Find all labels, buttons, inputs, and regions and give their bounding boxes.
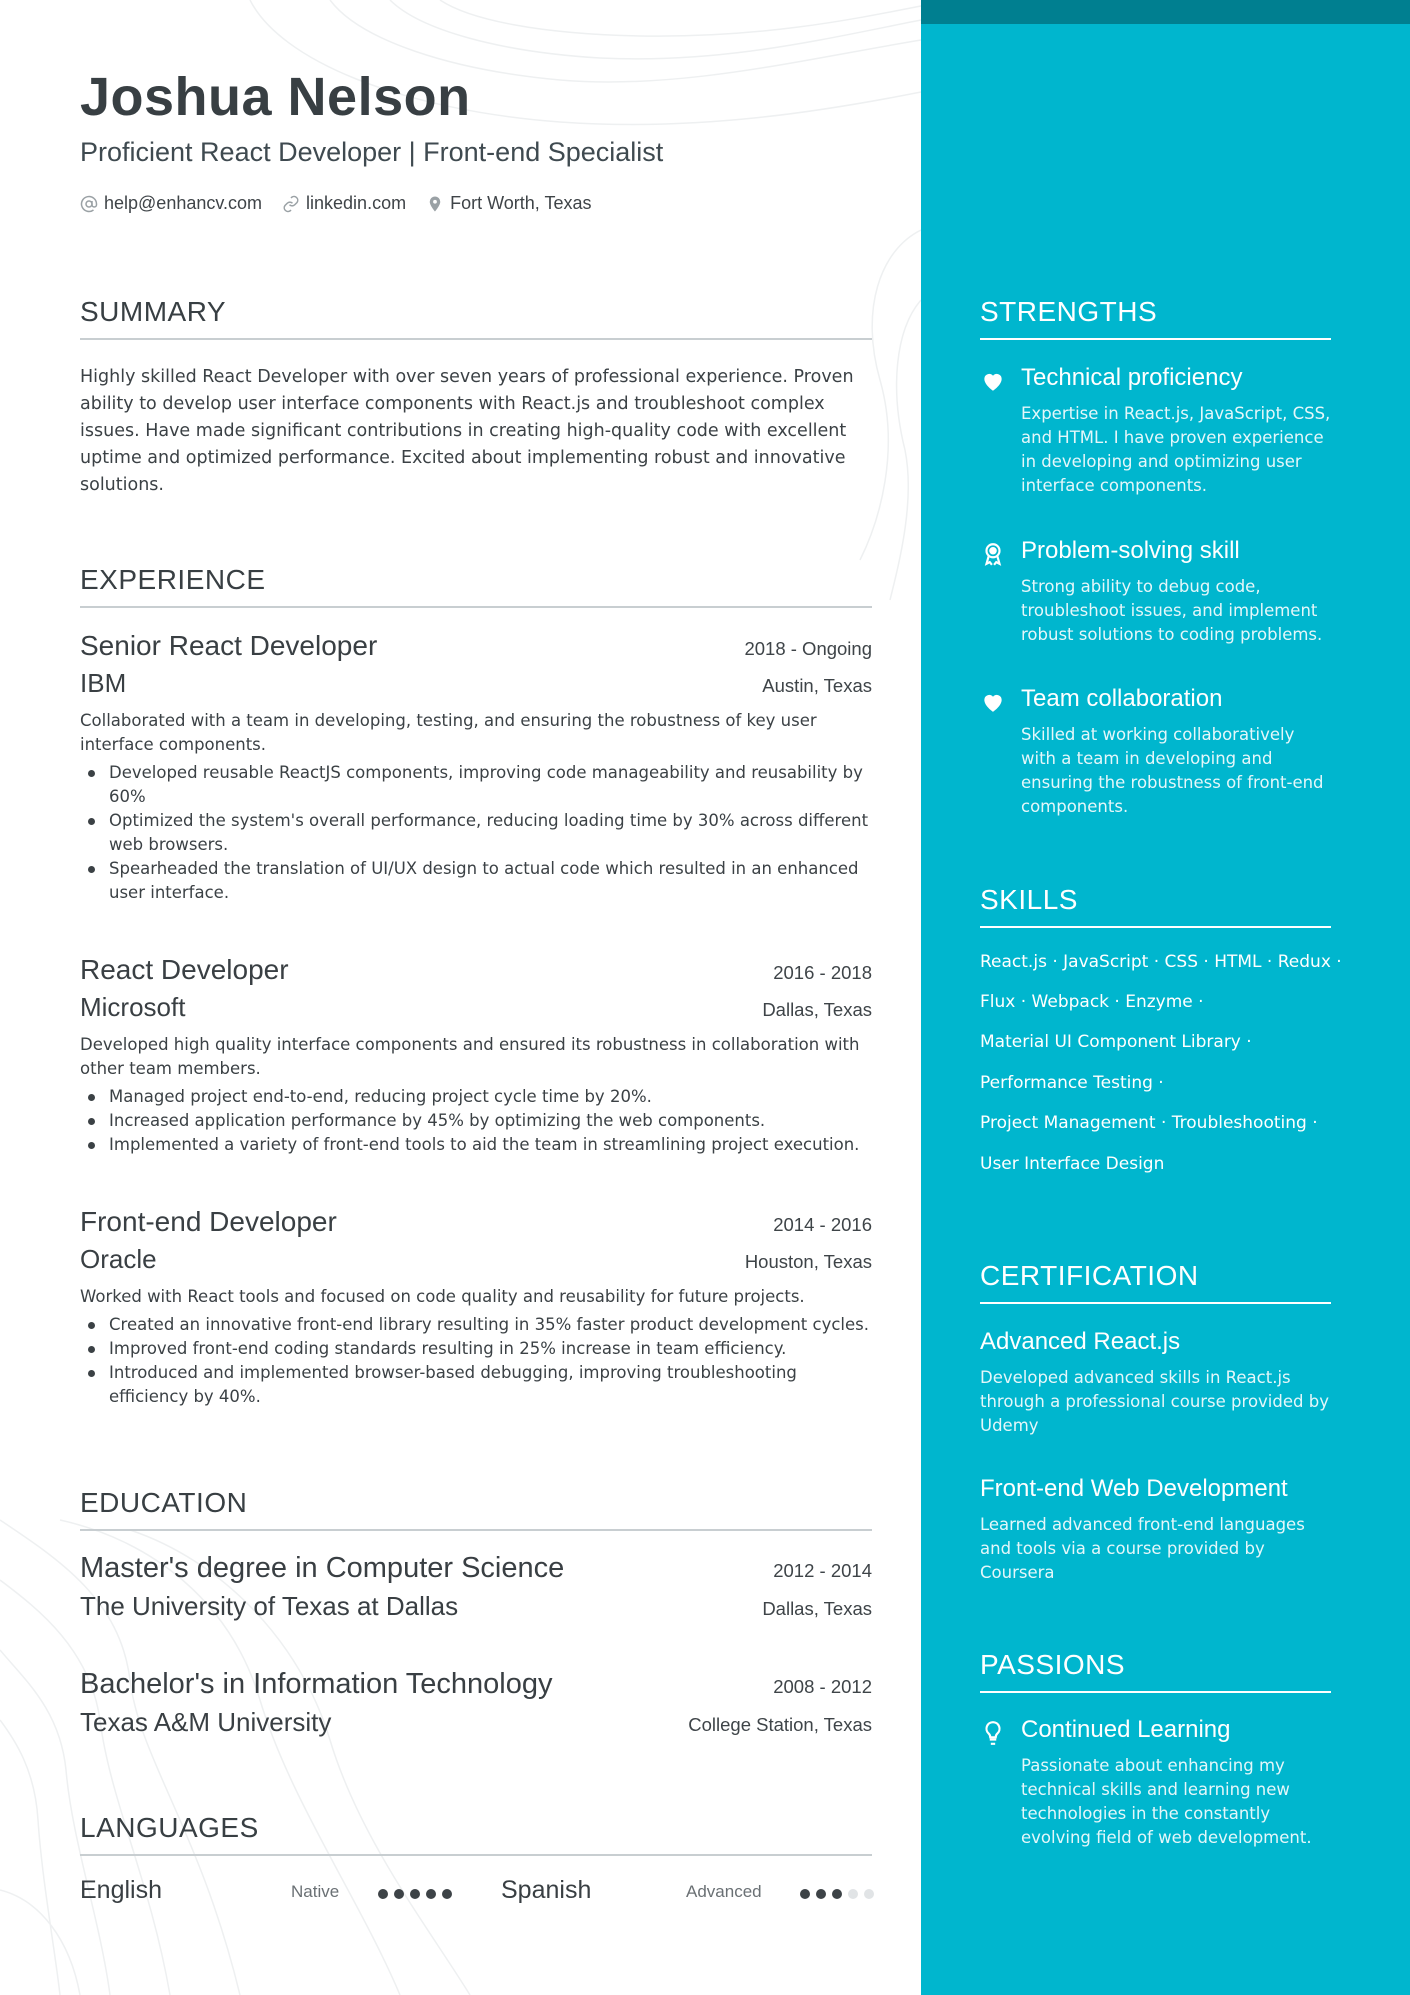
link-icon [282,195,300,213]
skills-heading: SKILLS [980,884,1331,928]
job-dates: 2018 - Ongoing [744,638,872,659]
education-entry [80,1668,872,1738]
passion-description: Passionate about enhancing my technical skills and learning new technologies in the constantly evolving field of web development. [1021,1756,1312,1847]
rating-dot-filled [800,1889,810,1899]
job-dates: 2016 - 2018 [773,962,872,983]
rating-dot-filled [816,1889,826,1899]
candidate-name: Joshua Nelson [80,67,471,127]
achievement-list [80,761,872,905]
job-description: Collaborated with a team in developing, testing, and ensuring the robustness of key user interface components. [80,711,817,754]
rating-dot-empty [848,1889,858,1899]
degree-title: Bachelor's in Information Technology [80,1668,553,1700]
contact-email[interactable] [80,193,262,214]
company-name: Microsoft [80,992,186,1022]
achievement-item: Spearheaded the translation of UI/UX design to actual code which resulted in an enhanced user interface. [109,857,872,905]
language-name: English [80,1876,162,1904]
achievement-item: Created an innovative front-end library resulting in 35% faster product development cycles. [109,1313,872,1337]
languages-heading: LANGUAGES [80,1812,872,1856]
strengths-heading: STRENGTHS [980,296,1331,340]
school-name: Texas A&M University [80,1707,332,1737]
summary-text: Highly skilled React Developer with over seven years of professional experience. Proven ability to develop user interface components with React.js and troubleshoot complex issues. Have made significant contributions in creating high-quality code with excellent uptime and optimized performance. Excited about implementing robust and innovative solutions. [80,367,854,495]
school-location: Dallas, Texas [762,1598,872,1619]
award-ribbon-icon [980,541,1006,567]
degree-title: Master's degree in Computer Science [80,1552,565,1584]
rating-dot-filled [442,1889,452,1899]
language-rating [378,1889,452,1899]
contact-info [80,193,591,214]
job-title: React Developer [80,954,289,985]
job-description: Worked with React tools and focused on code quality and reusability for future projects. [80,1287,805,1306]
at-icon [80,195,98,213]
company-name: IBM [80,668,127,698]
headline: Proficient React Developer | Front-end Specialist [80,137,664,167]
achievement-list [80,1313,872,1409]
summary-heading: SUMMARY [80,296,872,340]
experience-entry [80,630,872,905]
rating-dot-filled [426,1889,436,1899]
company-name: Oracle [80,1244,157,1274]
language-name: Spanish [501,1876,592,1904]
skills-line: Flux · Webpack · Enzyme · [980,992,1204,1012]
job-location: Houston, Texas [744,1251,872,1272]
languages-list [80,1876,872,1912]
certification-heading: CERTIFICATION [980,1260,1331,1304]
language-level: Advanced [686,1882,762,1901]
experience-heading: EXPERIENCE [80,564,872,608]
location-text: Fort Worth, Texas [450,193,592,213]
language-rating [800,1889,874,1899]
school-location: College Station, Texas [688,1714,872,1735]
job-description: Developed high quality interface components and ensured its robustness in collaboration with other team members. [80,1035,860,1078]
job-location: Dallas, Texas [762,999,872,1020]
education-dates: 2008 - 2012 [773,1676,872,1697]
heart-icon [980,368,1006,394]
linkedin-text: linkedin.com [306,193,407,213]
contact-location [426,193,591,214]
passions-heading: PASSIONS [980,1649,1331,1693]
certification-description: Developed advanced skills in React.js through a professional course provided by Udemy [980,1368,1329,1435]
sidebar [921,0,1410,1995]
job-title: Front-end Developer [80,1206,337,1237]
strength-title: Technical proficiency [1021,364,1243,391]
achievement-item: Managed project end-to-end, reducing project cycle time by 20%. [109,1085,872,1109]
experience-entry [80,1206,872,1409]
certification-description: Learned advanced front-end languages and tools via a course provided by Coursera [980,1515,1305,1582]
passion-title: Continued Learning [1021,1716,1231,1743]
strength-description: Expertise in React.js, JavaScript, CSS, and HTML. I have proven experience in developing and optimizing user interface components. [1021,404,1331,495]
achievement-item: Improved front-end coding standards resulting in 25% increase in team efficiency. [109,1337,872,1361]
sidebar-top-band [921,0,1410,24]
job-location: Austin, Texas [762,675,872,696]
rating-dot-filled [832,1889,842,1899]
achievement-list [80,1085,872,1157]
language-level: Native [291,1882,340,1901]
school-name: The University of Texas at Dallas [80,1591,459,1621]
achievement-item: Developed reusable ReactJS components, improving code manageability and reusability by 60% [109,761,872,809]
contact-linkedin[interactable] [282,193,406,214]
achievement-item: Increased application performance by 45% by optimizing the web components. [109,1109,872,1133]
achievement-item: Implemented a variety of front-end tools to aid the team in streamlining project execution. [109,1133,872,1157]
strength-description: Skilled at working collaboratively with a team in developing and ensuring the robustness of front-end components. [1021,725,1324,816]
lightbulb-icon [980,1720,1006,1746]
rating-dot-filled [394,1889,404,1899]
strength-description: Strong ability to debug code, troubleshoot issues, and implement robust solutions to coding problems. [1021,577,1323,644]
experience-entry [80,954,872,1157]
education-dates: 2012 - 2014 [773,1560,872,1581]
strength-title: Team collaboration [1021,685,1223,712]
rating-dot-filled [410,1889,420,1899]
strength-title: Problem-solving skill [1021,537,1240,564]
location-pin-icon [426,195,444,213]
achievement-item: Introduced and implemented browser-based debugging, improving troubleshooting efficiency by 40%. [109,1361,872,1409]
skills-line: Performance Testing · [980,1073,1164,1093]
certification-title: Advanced React.js [980,1328,1181,1355]
skills-line: User Interface Design [980,1154,1165,1174]
skills-line: Project Management · Troubleshooting · [980,1113,1318,1133]
rating-dot-empty [864,1889,874,1899]
certification-title: Front-end Web Development [980,1475,1288,1502]
skills-line: React.js · JavaScript · CSS · HTML · Redux · [980,952,1342,972]
rating-dot-filled [378,1889,388,1899]
achievement-item: Optimized the system's overall performance, reducing loading time by 30% across different web browsers. [109,809,872,857]
email-text: help@enhancv.com [104,193,263,213]
skills-line: Material UI Component Library · [980,1032,1252,1052]
education-entry [80,1552,872,1622]
job-title: Senior React Developer [80,630,378,661]
heart-icon [980,689,1006,715]
job-dates: 2014 - 2016 [773,1214,872,1235]
education-heading: EDUCATION [80,1487,872,1531]
